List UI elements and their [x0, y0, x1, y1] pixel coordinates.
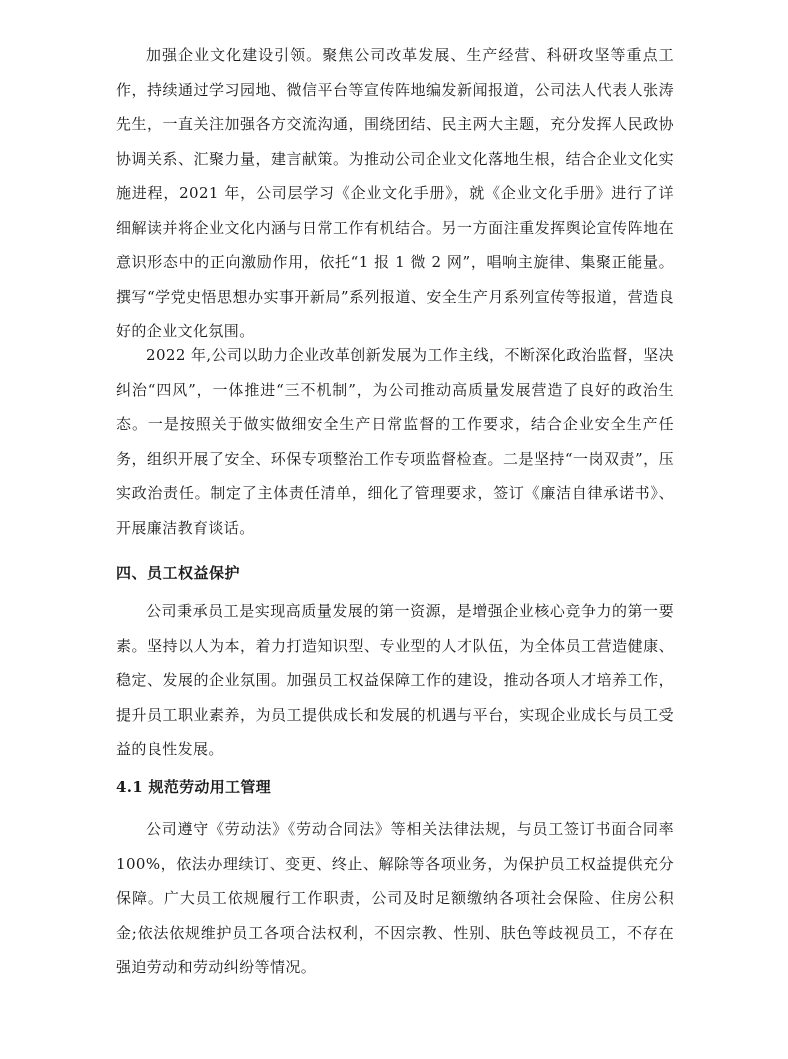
paragraph-political-supervision: 2022 年,公司以助力企业改革创新发展为工作主线，不断深化政治监督，坚决纠治“四风”，一体推进“三不机制”，为公司推动高质量发展营造了良好的政治生态。一是按照关于做实做细安全生产日常监督的工作要求，结合企业安全生产任务，组织开展了安全、环保专项整治工作专项监督检查。二是坚持“一岗双责”，压实政治责任。制定了主体责任清单，细化了管理要求，签订《廉洁自律承诺书》、开展廉洁教育谈话。 [116, 346, 674, 537]
paragraph-labor-compliance: 公司遵守《劳动法》《劳动合同法》等相关法律法规，与员工签订书面合同率 100%，依法办理续订、变更、终止、解除等各项业务，为保护员工权益提供充分保障。广大员工依规履行工作职责，公司及时足额缴纳各项社会保险、住房公积金;依法依规维护员工各项合法权利，不因宗教、性别、肤色等歧视员工，不存在强迫劳动和劳动纠纷等情况。 [116, 820, 674, 976]
paragraph-employee-development: 公司秉承员工是实现高质量发展的第一资源，是增强企业核心竞争力的第一要素。坚持以人为本，着力打造知识型、专业型的人才队伍，为全体员工营造健康、稳定、发展的企业氛围。加强员工权益保障工作的建设，推动各项人才培养工作，提升员工职业素养，为员工提供成长和发展的机遇与平台，实现企业成长与员工受益的良性发展。 [116, 602, 674, 758]
subsection-heading-labor-management: 4.1 规范劳动用工管理 [116, 778, 271, 796]
section-heading-employee-rights: 四、员工权益保护 [116, 564, 241, 582]
paragraph-corporate-culture: 加强企业文化建设引领。聚焦公司改革发展、生产经营、科研攻坚等重点工作，持续通过学习园地、微信平台等宣传阵地编发新闻报道，公司法人代表人张涛先生，一直关注加强各方交流沟通，围绕团结、民主两大主题，充分发挥人民政协协调关系、汇聚力量，建言献策。为推动公司企业文化落地生根，结合企业文化实施进程，2021 年，公司层学习《企业文化手册》，就《企业文化手册》进行了详细解读并将企业文化内涵与日常工作有机结合。另一方面注重发挥舆论宣传阵地在意识形态中的正向激励作用，依托“1 报 1 微 2 网”，唱响主旋律、集聚正能量。撰写“学党史悟思想办实事开新局”系列报道、安全生产月系列宣传等报道，营造良好的企业文化氛围。 [116, 46, 674, 340]
